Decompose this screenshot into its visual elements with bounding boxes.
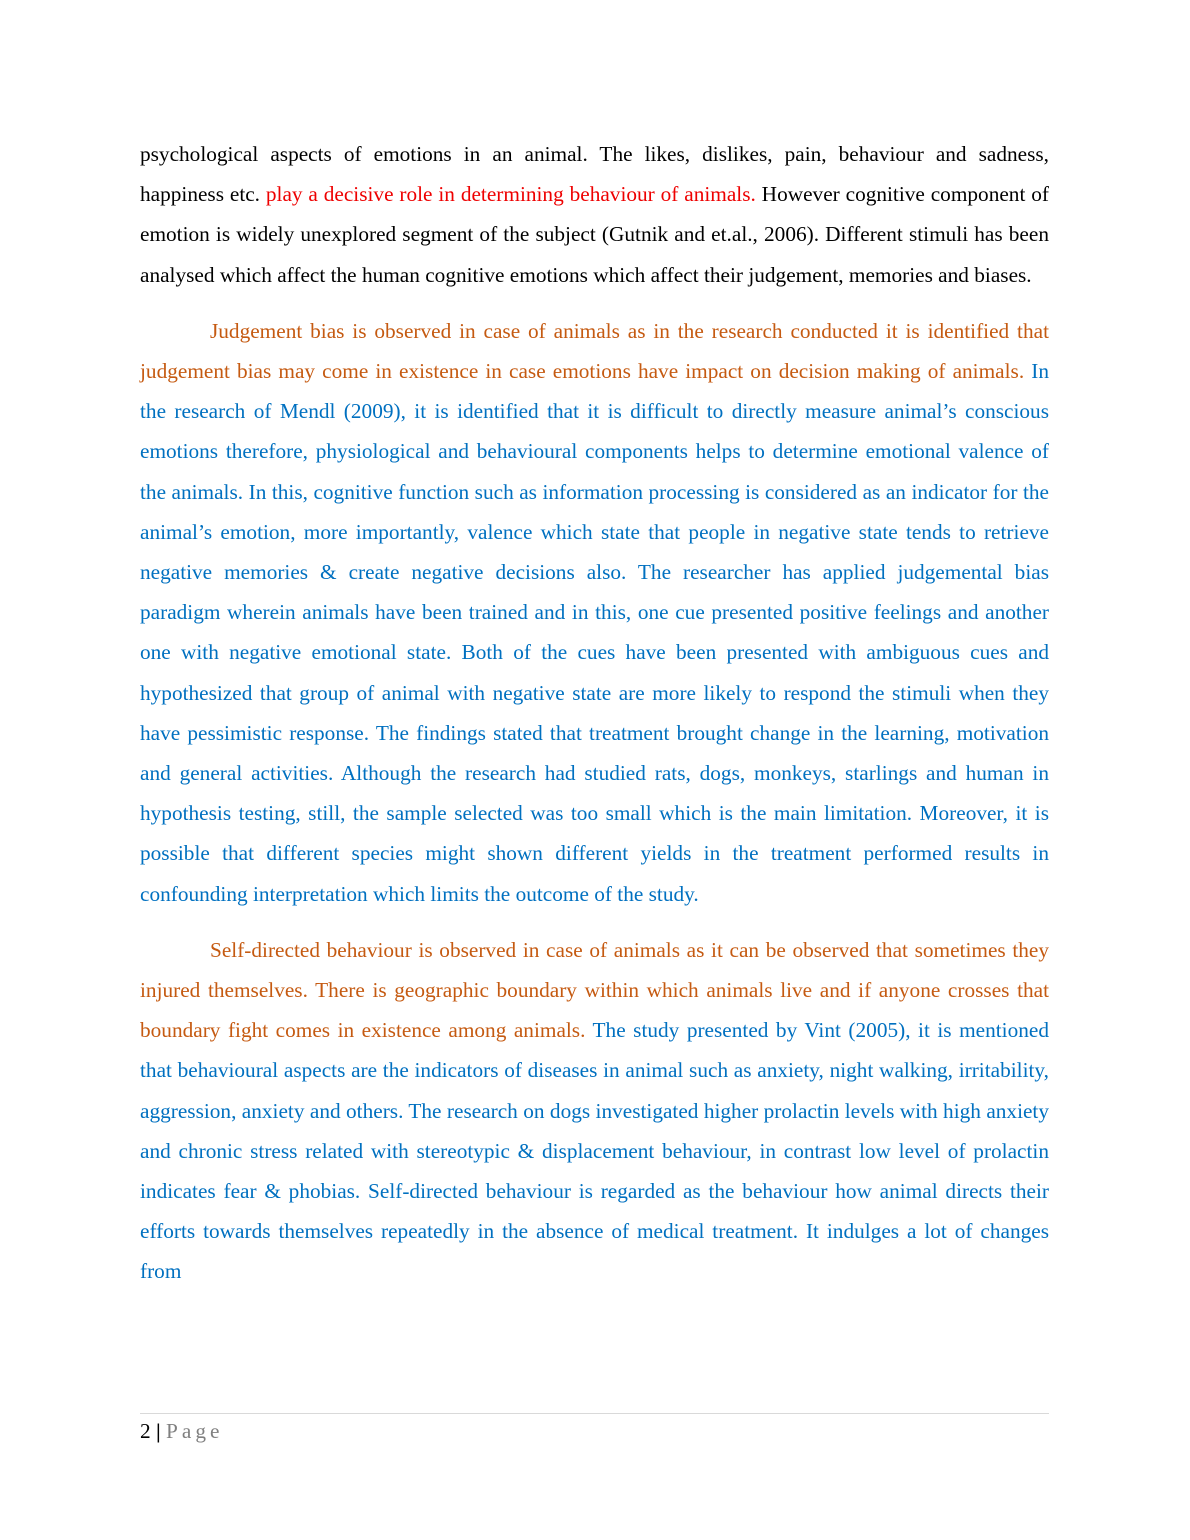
page-number: 2 xyxy=(140,1419,151,1443)
footer-divider xyxy=(140,1413,1049,1414)
highlighted-text-run: Judgement bias is observed in case of animals as in the research conducted it is identified that judgement bias may come in existence in case emotions have impact on decision making of animals. xyxy=(140,318,1049,384)
document-body xyxy=(140,134,1049,1308)
text-run: In the research of Mendl (2009), it is identified that it is difficult to directly measure animal’s conscious emotions therefore, physiological and behavioural components helps to determine emotional valence of the animals. In this, cognitive function such as information processing is considered as an indicator for the animal’s emotion, more importantly, valence which state that people in negative state tends to retrieve negative memories & create negative decisions also. The researcher has applied judgemental bias paradigm wherein animals have been trained and in this, one cue presented positive feelings and another one with negative emotional state. Both of the cues have been presented with ambiguous cues and hypothesized that group of animal with negative state are more likely to respond the stimuli when they have pessimistic response. The findings stated that treatment brought change in the learning, motivation and general activities. Although the research had studied rats, dogs, monkeys, starlings and human in hypothesis testing, still, the sample selected was too small which is the main limitation. Moreover, it is possible that different species might shown different yields in the treatment performed results in confounding interpretation which limits the outcome of the study. xyxy=(140,359,1049,906)
paragraph-2 xyxy=(140,311,1049,914)
paragraph-1 xyxy=(140,134,1049,295)
page-label: Page xyxy=(166,1419,224,1443)
paragraph-3 xyxy=(140,930,1049,1292)
footer-separator: | xyxy=(155,1419,161,1443)
highlighted-text-run: Self-directed behaviour is observed in case of animals as it can be observed that sometimes they injured themselves. There is geographic boundary within which animals live and if anyone crosses that boundary fight comes in existence among animals. xyxy=(140,937,1049,1043)
highlighted-text-run: play a decisive role in determining behaviour of animals. xyxy=(265,182,756,207)
text-run: However cognitive component of emotion is widely unexplored segment of the subject (Gutnik and et.al., 2006). Different stimuli has been analysed which affect the human cognitive emotions which affect their judgement, memories and biases. xyxy=(140,182,1049,287)
page-footer xyxy=(140,1416,223,1446)
text-run: The study presented by Vint (2005), it is mentioned that behavioural aspects are the indicators of diseases in animal such as anxiety, night walking, irritability, aggression, anxiety and others. The research on dogs investigated higher prolactin levels with high anxiety and chronic stress related with stereotypic & displacement behaviour, in contrast low level of prolactin indicates fear & phobias. Self-directed behaviour is regarded as the behaviour how animal directs their efforts towards themselves repeatedly in the absence of medical treatment. It indulges a lot of changes from xyxy=(140,1018,1049,1284)
text-run: psychological aspects of emotions in an animal. The likes, dislikes, pain, behaviour and sadness, happiness etc. xyxy=(140,142,1049,207)
